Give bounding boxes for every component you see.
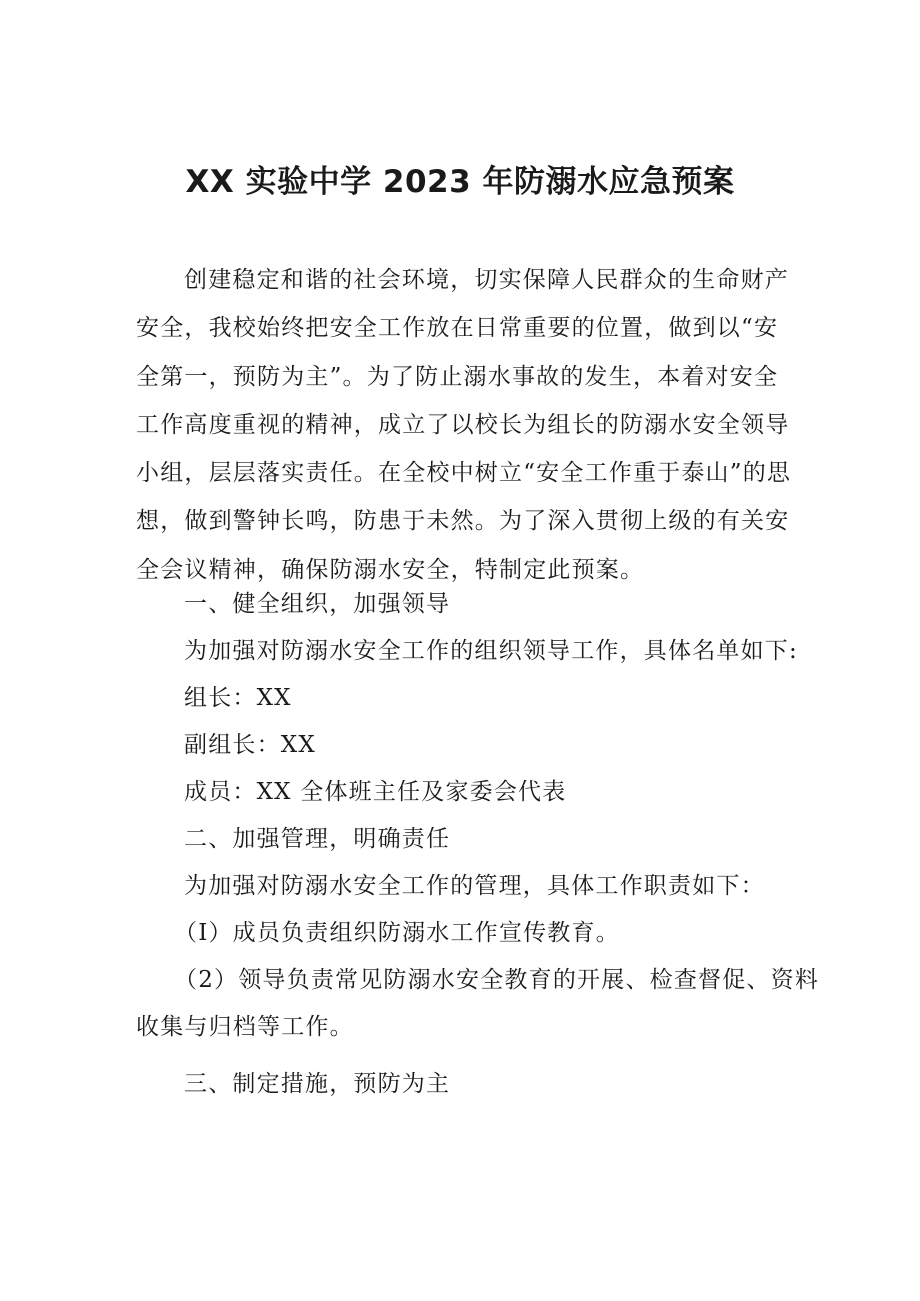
intro-paragraph: 创建稳定和谐的社会环境，切实保障人民群众的生命财产安全，我校始终把安全工作放在日常重要的位置，做到以“安全第一，预防为主”。为了防止溺水事故的发生，本着对安全工作高度重视的精神，成立了以校长为组长的防溺水安全领导小组，层层落实责任。在全校中树立“安全工作重于泰山”的思想，做到警钟长鸣，防患于未然。为了深入贯彻上级的有关安全会议精神，确保防溺水安全，特制定此预案。: [136, 267, 792, 583]
members-line: 成员：XX 全体班主任及家委会代表: [184, 779, 567, 805]
duty-item-2-line1: （2）领导负责常见防溺水安全教育的开展、检查督促、资料: [174, 967, 820, 993]
duty-item-1: （I）成员负责组织防溺水工作宣传教育。: [174, 920, 620, 946]
duty-item-2-line2: 收集与归档等工作。: [136, 1014, 354, 1040]
section1-heading: 一、健全组织，加强领导: [184, 591, 451, 617]
section3-heading: 三、制定措施，预防为主: [184, 1071, 451, 1097]
section1-text: 为加强对防溺水安全工作的组织领导工作，具体名单如下:: [184, 638, 798, 664]
document-title: XX 实验中学 2023 年防溺水应急预案: [185, 164, 735, 200]
deputy-leader-line: 副组长：XX: [184, 732, 316, 758]
leader-line: 组长：XX: [184, 685, 292, 711]
section2-heading: 二、加强管理，明确责任: [184, 826, 451, 852]
section2-text: 为加强对防溺水安全工作的管理，具体工作职责如下：: [184, 873, 765, 899]
